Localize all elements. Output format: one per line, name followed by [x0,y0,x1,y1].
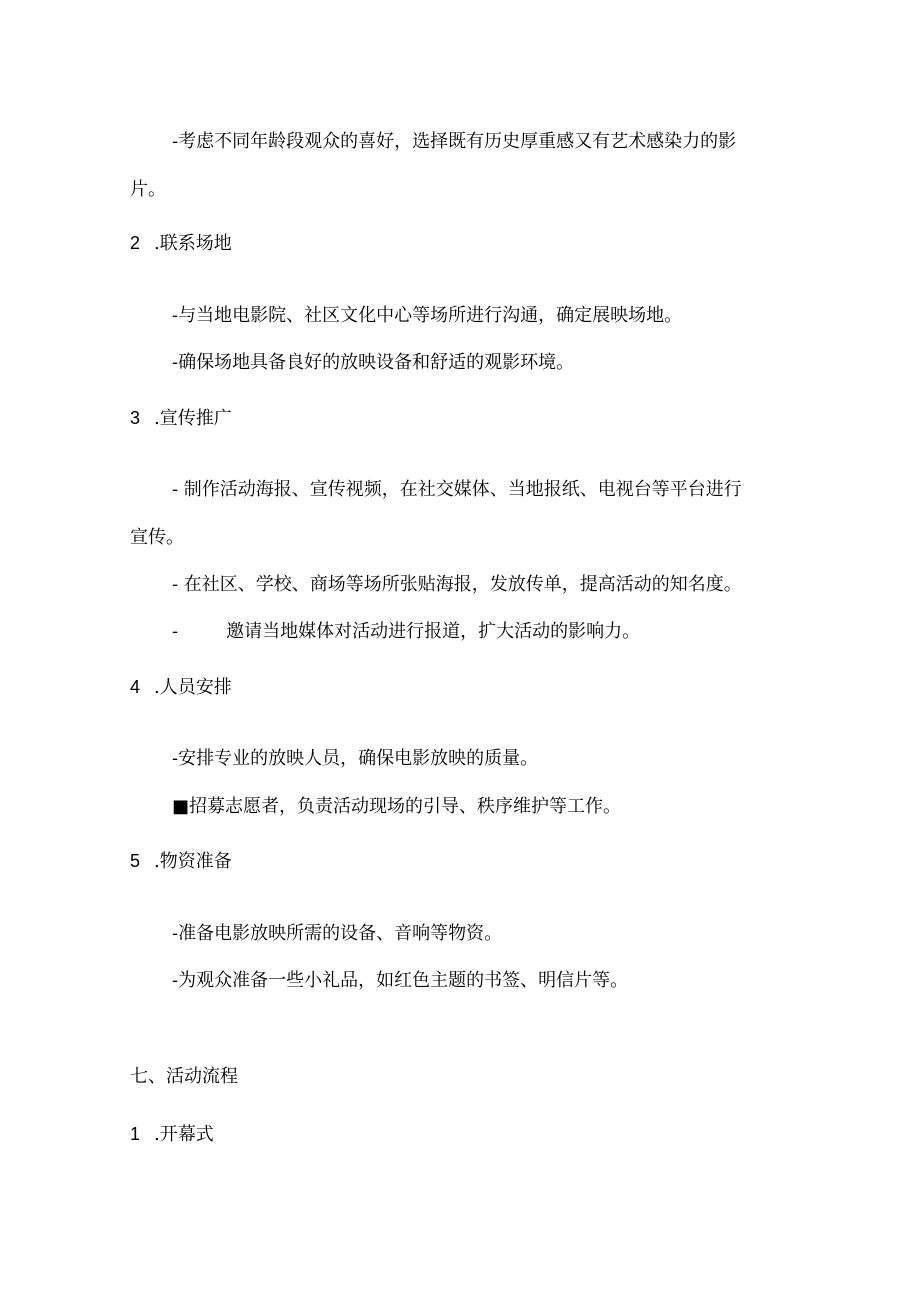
list-item-heading [130,233,232,254]
list-title: .开幕式 [154,1124,214,1145]
bullet-text: -考虑不同年龄段观众的喜好，选择既有历史厚重感又有艺术感染力的影 [172,131,737,152]
section-heading: 七、活动流程 [130,1066,238,1087]
list-number: 1 [130,1124,141,1144]
list-item-heading [130,408,232,429]
list-item-heading [130,1124,214,1145]
bullet-text: -准备电影放映所需的设备、音响等物资。 [172,923,503,944]
bullet-text: -为观众准备一些小礼品，如红色主题的书签、明信片等。 [172,970,629,991]
bullet-text: - 在社区、学校、商场等场所张贴海报，发放传单，提高活动的知名度。 [172,574,742,595]
list-title: .联系场地 [154,233,232,254]
list-item-heading [130,677,232,698]
list-title: .人员安排 [154,677,232,698]
bullet-text-continuation: 宣传。 [130,527,184,548]
list-number: 3 [130,408,141,428]
list-title: .物资准备 [154,851,232,872]
list-number: 2 [130,233,141,253]
bullet-text: - 制作活动海报、宣传视频，在社交媒体、当地报纸、电视台等平台进行 [172,479,742,500]
bullet-text: ■招募志愿者，负责活动现场的引导、秩序维护等工作。 [172,796,622,817]
bullet-text-continuation: 片。 [130,179,166,200]
list-number: 5 [130,851,141,871]
bullet-dash: - [172,621,179,642]
bullet-text: -确保场地具备良好的放映设备和舒适的观影环境。 [172,352,575,373]
bullet-text: -安排专业的放映人员，确保电影放映的质量。 [172,748,539,769]
list-title: .宣传推广 [154,408,232,429]
bullet-text [172,622,640,642]
list-item-heading [130,851,232,872]
bullet-content: 邀请当地媒体对活动进行报道，扩大活动的影响力。 [226,621,641,642]
bullet-text: -与当地电影院、社区文化中心等场所进行沟通，确定展映场地。 [172,305,683,326]
list-number: 4 [130,677,141,697]
